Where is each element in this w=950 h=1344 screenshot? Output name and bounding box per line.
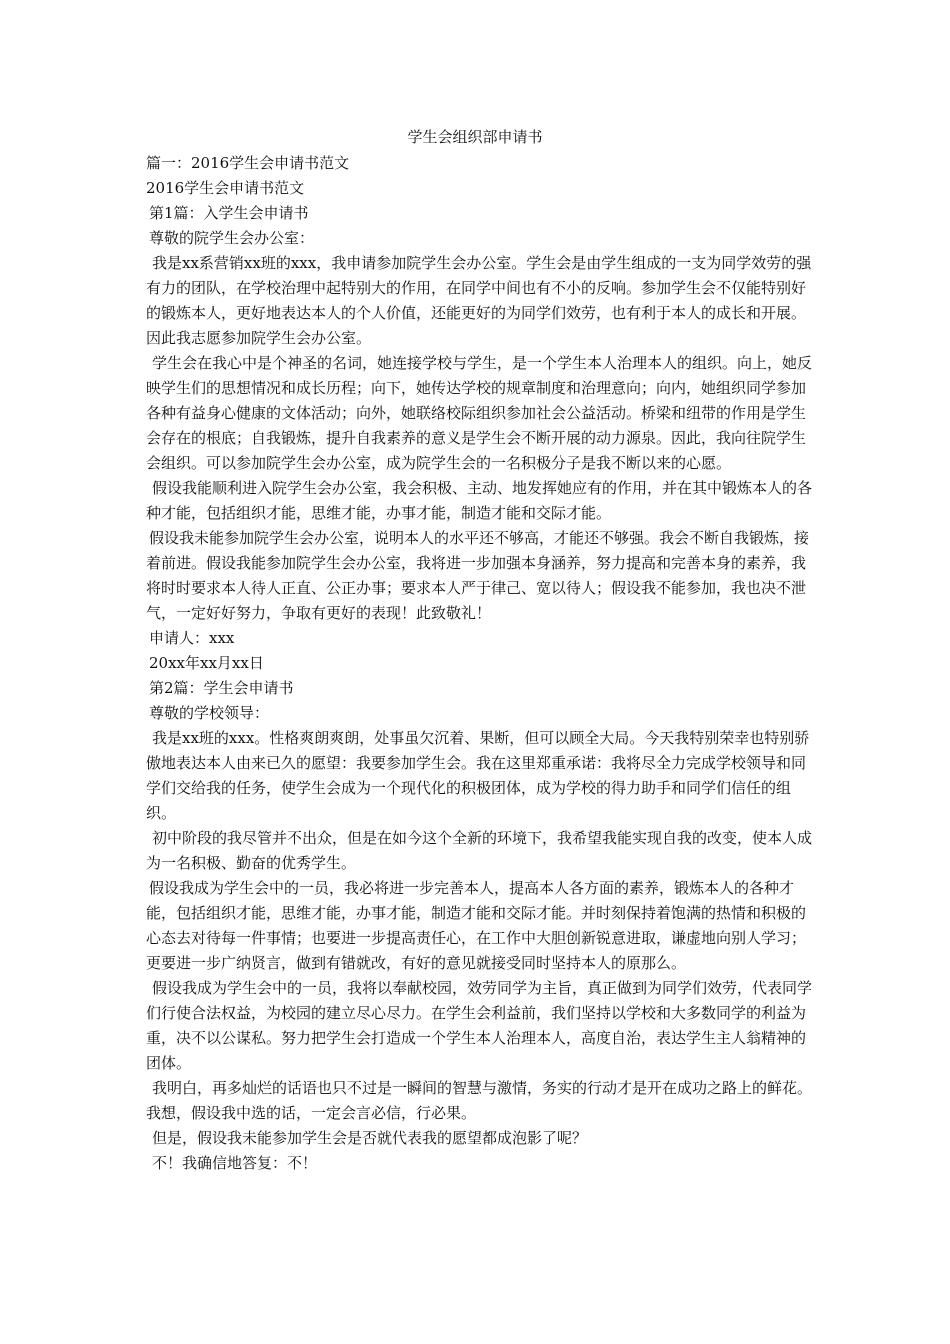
paragraph-body: 我明白，再多灿烂的话语也只不过是一瞬间的智慧与激情，务实的行动才是开在成功之路上的鲜花。我想，假设我中选的话，一定会言必信，行必果。	[146, 1079, 813, 1122]
paragraph-body: 我是xx班的xxx。性格爽朗爽朗，处事虽欠沉着、果断，但可以顾全大局。今天我特别荣幸也特别骄傲地表达本人由来已久的愿望：我要参加学生会。我在这里郑重承诺：我将尽全力完成学校领导和同学们交给我的任务，使学生会成为一个现代化的积极团体，成为学校的得力助手和同学们信任的组织。	[146, 729, 810, 822]
paragraph-body: 假设我能顺利进入院学生会办公室，我会积极、主动、地发挥她应有的作用，并在其中锻炼本人的各种才能，包括组织才能，思维才能，办事才能，制造才能和交际才能。	[146, 479, 813, 522]
paragraph-body: 初中阶段的我尽管并不出众，但是在如今这个全新的环境下，我希望我能实现自我的改变，使本人成为一名积极、勤奋的优秀学生。	[146, 829, 813, 872]
paragraph-body: 假设我成为学生会中的一员，我必将进一步完善本人，提高本人各方面的素养，锻炼本人的各种才能，包括组织才能，思维才能，办事才能，制造才能和交际才能。并时刻保持着饱满的热情和积极的心态去对待每一件事情；也要进一步提高责任心，在工作中大胆创新锐意进取，谦虚地向别人学习；更要进一步广纳贤言，做到有错就改，有好的意见就接受同时坚持本人的原那么。	[146, 879, 807, 972]
document-title: 学生会组织部申请书	[407, 128, 543, 146]
paragraph-salutation: 尊敬的学校领导：	[149, 704, 270, 722]
paragraph-signature: 申请人：xxx	[149, 629, 235, 647]
paragraph-salutation: 尊敬的院学生会办公室：	[149, 229, 315, 247]
paragraph-date: 20xx年xx月xx日	[149, 654, 264, 672]
paragraph-part-two-heading: 第2篇：学生会申请书	[149, 679, 294, 697]
paragraph-body: 我是xx系营销xx班的xxx，我申请参加院学生会办公室。学生会是由学生组成的一支为同学效劳的强有力的团队，在学校治理中起特别大的作用，在同学中间也有不小的反响。参加学生会不仅能特别好的锻炼本人，更好地表达本人的个人价值，还能更好的为同学们效劳，也有利于本人的成长和开展。因此我志愿参加院学生会办公室。	[146, 254, 812, 347]
paragraph-body: 不！我确信地答复：不！	[152, 1154, 318, 1172]
paragraph-body: 假设我成为学生会中的一员，我将以奉献校园，效劳同学为主旨，真正做到为同学们效劳，代表同学们行使合法权益，为校园的建立尽心尽力。在学生会利益前，我们坚持以学校和大多数同学的利益为重，决不以公谋私。努力把学生会打造成一个学生本人治理本人，高度自治，表达学生主人翁精神的团体。	[146, 979, 813, 1072]
document-body	[146, 151, 812, 1176]
paragraph-subtitle: 2016学生会申请书范文	[146, 179, 305, 197]
paragraph-body: 学生会在我心中是个神圣的名词，她连接学校与学生，是一个学生本人治理本人的组织。向上，她反映学生们的思想情况和成长历程；向下，她传达学校的规章制度和治理意向；向内，她组织同学参加各种有益身心健康的文体活动；向外，她联络校际组织参加社会公益活动。桥梁和纽带的作用是学生会存在的根底；自我锻炼，提升自我素养的意义是学生会不断开展的动力源泉。因此，我向往院学生会组织。可以参加院学生会办公室，成为院学生会的一名积极分子是我不断以来的心愿。	[146, 354, 813, 472]
paragraph-part-one-heading: 第1篇：入学生会申请书	[149, 204, 309, 222]
paragraph-body: 但是，假设我未能参加学生会是否就代表我的愿望都成泡影了呢？	[152, 1129, 588, 1147]
paragraph-body: 假设我未能参加院学生会办公室，说明本人的水平还不够高，才能还不够强。我会不断自我锻炼，接着前进。假设我能参加院学生会办公室，我将进一步加强本身涵养，努力提高和完善本身的素养，我将时时要求本人待人正直、公正办事；要求本人严于律己、宽以待人；假设我不能参加，我也决不泄气，一定好好努力，争取有更好的表现！此致敬礼！	[146, 529, 810, 622]
paragraph-section-heading: 篇一：2016学生会申请书范文	[146, 154, 350, 172]
